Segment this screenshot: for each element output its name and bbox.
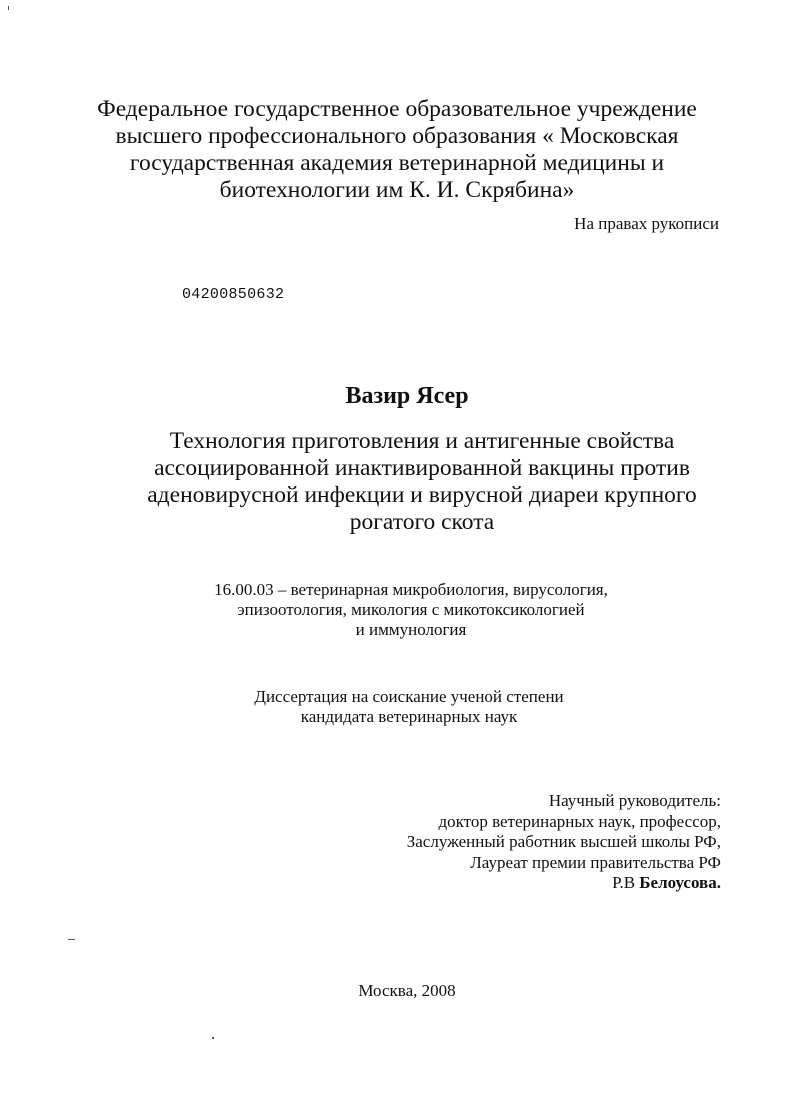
institution-line: Федеральное государственное образовательное учреждение — [97, 96, 697, 122]
supervisor-line: доктор ветеринарных наук, профессор, — [438, 811, 721, 831]
supervisor-name — [407, 873, 721, 894]
specialty-line: 16.00.03 – ветеринарная микробиология, вирусология, — [214, 580, 608, 599]
author-name: Вазир Ясер — [345, 383, 469, 409]
degree-line: Диссертация на соискание ученой степени — [254, 687, 564, 706]
institution-heading — [0, 96, 794, 204]
supervisor-line: Лауреат премии правительства РФ — [470, 852, 721, 872]
institution-line: государственная академия ветеринарной медицины и — [129, 150, 665, 176]
dissertation-title — [0, 428, 794, 536]
supervisor-line: Заслуженный работник высшей школы РФ, — [406, 832, 721, 851]
institution-line: биотехнологии им К. И. Скрябина» — [219, 177, 575, 203]
city-year: Москва, 2008 — [358, 981, 456, 1000]
supervisor-block — [407, 791, 721, 894]
title-line: Технология приготовления и антигенные свойства — [169, 428, 675, 454]
institution-line: высшего профессионального образования « Московская — [115, 123, 679, 149]
scan-mark — [68, 939, 75, 940]
supervisor-surname: Белоусова. — [639, 873, 721, 892]
degree-line: кандидата ветеринарных наук — [300, 707, 518, 726]
specialty-line: эпизоотология, микология с микотоксикологией — [237, 600, 585, 619]
title-line: рогатого скота — [349, 509, 495, 535]
manuscript-note: На правах рукописи — [574, 214, 719, 233]
degree-statement — [0, 687, 794, 727]
registration-code: 04200850632 — [182, 286, 285, 303]
specialty-code — [0, 580, 794, 640]
supervisor-heading: Научный руководитель: — [548, 791, 721, 810]
specialty-line: и иммунология — [355, 620, 467, 639]
scan-mark — [8, 6, 9, 10]
scan-mark — [212, 1037, 214, 1039]
title-line: аденовирусной инфекции и вирусной диареи крупного — [147, 482, 697, 508]
title-line: ассоциированной инактивированной вакцины против — [154, 455, 690, 481]
supervisor-initials: Р.В — [612, 873, 636, 892]
